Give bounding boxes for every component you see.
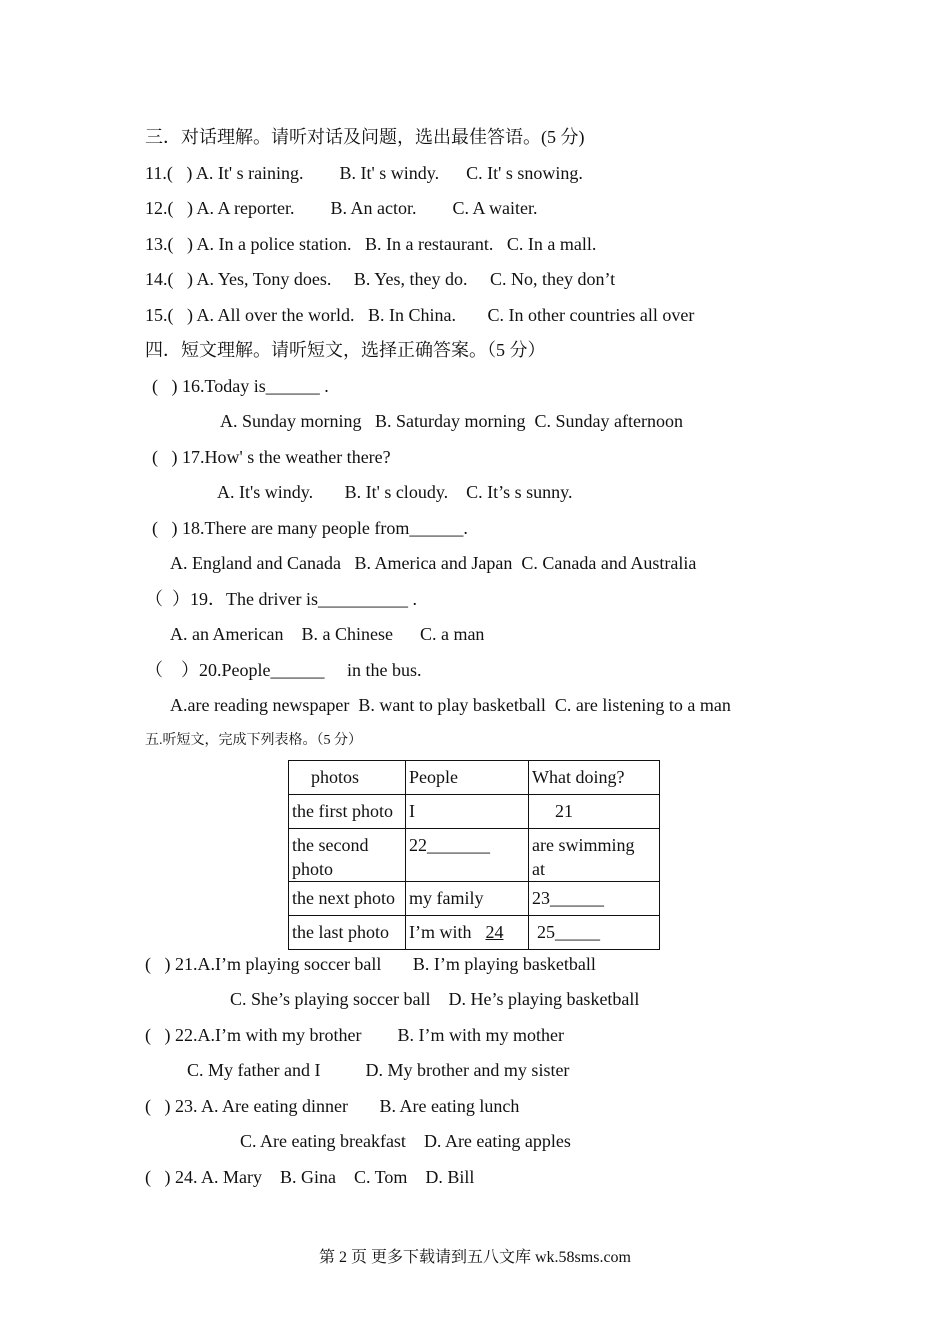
question-17-options: A. It's windy. B. It' s cloudy. C. It’s s sunny. bbox=[217, 482, 573, 502]
table-row bbox=[289, 829, 660, 882]
question-24: ( ) 24. A. Mary B. Gina C. Tom D. Bill bbox=[145, 1167, 475, 1187]
question-13: 13.( ) A. In a police station. B. In a restaurant. C. In a mall. bbox=[145, 234, 597, 254]
question-16-options: A. Sunday morning B. Saturday morning C. Sunday afternoon bbox=[220, 411, 683, 431]
question-15: 15.( ) A. All over the world. B. In China. C. In other countries all over bbox=[145, 305, 695, 325]
table-cell-text: I’m with bbox=[409, 922, 472, 942]
table-cell: the last photo bbox=[289, 916, 406, 950]
section3-heading: 三．对话理解。请听对话及问题，选出最佳答语。(5 分) bbox=[145, 127, 585, 147]
table-cell: I bbox=[406, 795, 529, 829]
question-23: ( ) 23. A. Are eating dinner B. Are eating lunch bbox=[145, 1096, 520, 1116]
page-footer: 第 2 页 更多下载请到五八文库 wk.58sms.com bbox=[318, 1249, 631, 1266]
question-20-options: A.are reading newspaper B. want to play basketball C. are listening to a man bbox=[170, 695, 731, 715]
table-row bbox=[289, 882, 660, 916]
question-22: ( ) 22.A.I’m with my brother B. I’m with my mother bbox=[145, 1025, 564, 1045]
question-21-options: C. She’s playing soccer ball D. He’s playing basketball bbox=[230, 989, 640, 1009]
table-cell: the next photo bbox=[289, 882, 406, 916]
table-cell: the second photo bbox=[289, 829, 406, 882]
question-19-options: A. an American B. a Chinese C. a man bbox=[170, 624, 485, 644]
table-row bbox=[289, 916, 660, 950]
section4-heading: 四．短文理解。请听短文，选择正确答案。（5 分） bbox=[145, 340, 546, 360]
question-18: ( ) 18.There are many people from______. bbox=[152, 518, 468, 538]
question-17: ( ) 17.How' s the weather there? bbox=[152, 447, 391, 467]
table-header-row bbox=[289, 761, 660, 795]
question-18-options: A. England and Canada B. America and Japan C. Canada and Australia bbox=[170, 553, 697, 573]
table-cell: 22_______ bbox=[406, 829, 529, 882]
blank-24: 24 bbox=[485, 922, 504, 942]
question-19: （ ）19．The driver is__________ . bbox=[145, 589, 417, 609]
table-header: photos bbox=[289, 761, 406, 795]
table-cell bbox=[406, 916, 529, 950]
table-header: People bbox=[406, 761, 529, 795]
question-12: 12.( ) A. A reporter. B. An actor. C. A waiter. bbox=[145, 198, 538, 218]
question-11: 11.( ) A. It' s raining. B. It' s windy. C. It' s snowing. bbox=[145, 163, 583, 183]
question-14: 14.( ) A. Yes, Tony does. B. Yes, they do. C. No, they don’t bbox=[145, 269, 616, 289]
question-23-options: C. Are eating breakfast D. Are eating apples bbox=[240, 1131, 571, 1151]
table-header: What doing? bbox=[529, 761, 660, 795]
table-cell: my family bbox=[406, 882, 529, 916]
question-22-options: C. My father and I D. My brother and my sister bbox=[187, 1060, 570, 1080]
table-cell: 21 bbox=[529, 795, 660, 829]
answer-table bbox=[288, 760, 660, 950]
table-cell: are swimming at bbox=[529, 829, 660, 882]
question-21: ( ) 21.A.I’m playing soccer ball B. I’m playing basketball bbox=[145, 954, 596, 974]
table-cell: the first photo bbox=[289, 795, 406, 829]
section5-heading: 五.听短文，完成下列表格。（5 分） bbox=[145, 733, 362, 748]
table-row bbox=[289, 795, 660, 829]
table-cell: 25_____ bbox=[529, 916, 660, 950]
table-cell: 23______ bbox=[529, 882, 660, 916]
question-20: （ ）20.People______ in the bus. bbox=[145, 660, 422, 680]
question-16: ( ) 16.Today is______ . bbox=[152, 376, 329, 396]
